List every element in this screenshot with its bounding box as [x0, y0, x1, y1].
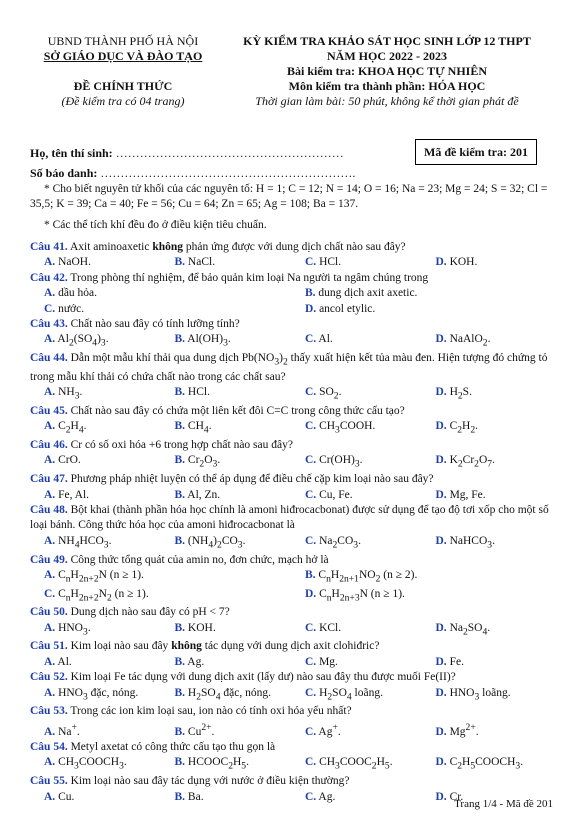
- option-letter: C.: [305, 420, 317, 433]
- option-text: $Cr(OH)_3$.: [316, 454, 363, 470]
- question-stem: [30, 670, 552, 685]
- option-letter: A.: [44, 725, 56, 738]
- answer-option: [30, 686, 161, 705]
- option-letter: B.: [174, 256, 186, 269]
- question-list: [30, 240, 552, 805]
- option-letter: A.: [44, 621, 56, 634]
- answer-option: [422, 488, 553, 503]
- question-stem: [30, 740, 552, 755]
- question-number: Câu 42.: [30, 271, 68, 284]
- question-text: Kim loại Fe tác dụng với dung dịch axit (lấy dư) nào sau đây thu được muối Fe(II)?: [67, 671, 456, 684]
- question-number: Câu 43.: [30, 318, 68, 331]
- answer-option: [422, 755, 553, 774]
- question-text: Axit aminoaxetic không phản ứng được với dung dịch chất nào sau đây?: [67, 241, 406, 253]
- option-letter: B.: [174, 756, 186, 769]
- option-letter: A.: [44, 386, 56, 399]
- question-stem: [30, 774, 552, 789]
- option-letter: A.: [44, 488, 56, 501]
- option-letter: D.: [435, 790, 447, 803]
- answer-option: [30, 568, 291, 587]
- question-number: Câu 49.: [30, 553, 68, 566]
- question-text: Bột khai (thành phần hóa học chính là amoni hiđrocacbonat) được sử dụng để tạo độ tơi xốp cho một số loại bánh. Công thức hóa học của amoni hiđrocacbonat là: [30, 503, 549, 532]
- option-letter: D.: [435, 725, 447, 738]
- answer-option: [161, 686, 292, 705]
- answer-option: [291, 790, 422, 805]
- option-text: Ag+.: [316, 721, 341, 738]
- question-number: Câu 47.: [30, 473, 68, 486]
- answer-option: [161, 419, 292, 438]
- question-item: [30, 404, 552, 438]
- option-text: $Al(OH)_3$.: [185, 333, 231, 349]
- option-text: HCl.: [316, 256, 342, 269]
- answer-options: [30, 655, 552, 670]
- question-number: Câu 54.: [30, 740, 68, 753]
- option-letter: D.: [305, 587, 317, 600]
- option-letter: B.: [174, 454, 186, 467]
- option-text: KOH.: [185, 621, 216, 634]
- option-text: $NH_3$.: [55, 386, 83, 402]
- question-item: [30, 553, 552, 606]
- answer-option: [291, 385, 422, 404]
- option-letter: C.: [305, 333, 317, 346]
- answer-options: [30, 453, 552, 472]
- option-text: $Al_2(SO_4)_3$.: [55, 333, 109, 349]
- option-letter: D.: [435, 621, 447, 634]
- answer-options: [30, 755, 552, 774]
- option-letter: D.: [435, 534, 447, 547]
- option-text: nước.: [55, 302, 85, 315]
- answer-option: [291, 255, 422, 270]
- subject-name: Môn kiểm tra thành phần: HÓA HỌC: [288, 79, 486, 93]
- option-text: $CH_3COOC_2H_5$.: [316, 756, 393, 772]
- option-text: KOH.: [446, 256, 478, 269]
- option-letter: B.: [174, 488, 186, 501]
- answer-option: [161, 720, 292, 740]
- question-item: [30, 438, 552, 472]
- option-text: $CH_4$.: [185, 420, 212, 436]
- header-left: [28, 34, 218, 109]
- answer-option: [291, 286, 552, 301]
- answer-option: [291, 686, 422, 705]
- question-stem: [30, 271, 552, 286]
- candidate-name-field: …………………………………………………: [115, 146, 344, 160]
- option-text: CrO.: [55, 454, 81, 467]
- option-text: $CH_3COOCH_3$.: [55, 756, 127, 772]
- option-letter: D.: [305, 302, 317, 315]
- answer-option: [422, 534, 553, 553]
- option-letter: B.: [174, 534, 186, 547]
- question-text: Chất nào sau đây có chứa một liên kết đôi C=C trong công thức cấu tạo?: [67, 404, 405, 417]
- option-text: Ag.: [316, 790, 336, 803]
- answer-option: [291, 568, 552, 587]
- question-stem: [30, 438, 552, 453]
- question-number: Câu 45.: [30, 404, 68, 417]
- question-stem: [30, 605, 552, 620]
- answer-option: [30, 255, 161, 270]
- option-letter: A.: [44, 568, 56, 581]
- answer-option: [422, 655, 553, 670]
- answer-option: [30, 332, 161, 351]
- option-letter: D.: [435, 256, 447, 269]
- option-text: $C_2H_2$.: [446, 420, 479, 436]
- answer-option: [291, 453, 422, 472]
- option-text: $Cu^{2+}$.: [185, 721, 215, 738]
- question-item: [30, 351, 552, 404]
- option-letter: C.: [44, 302, 56, 315]
- test-name: Bài kiểm tra: KHOA HỌC TỰ NHIÊN: [286, 64, 487, 78]
- option-text: NaCl.: [185, 256, 216, 269]
- option-letter: C.: [305, 256, 317, 269]
- question-text: Trong các ion kim loại sau, ion nào có tính oxi hóa yếu nhất?: [67, 705, 352, 718]
- answer-option: [422, 255, 553, 270]
- option-text: $C_2H_5COOCH_3$.: [446, 756, 524, 772]
- question-number: Câu 51.: [30, 640, 68, 653]
- option-text: $Cr_2O_3$.: [185, 454, 221, 470]
- answer-option: [161, 385, 292, 404]
- question-number: Câu 55.: [30, 775, 68, 788]
- option-text: dầu hỏa.: [55, 287, 98, 300]
- answer-option: [161, 655, 292, 670]
- option-letter: A.: [44, 256, 56, 269]
- option-letter: C.: [305, 790, 317, 803]
- answer-option: [422, 621, 553, 640]
- option-text: NaAlO$_2$.: [446, 333, 491, 349]
- option-text: $H_2SO_4$ loãng.: [316, 686, 383, 702]
- option-letter: B.: [174, 420, 186, 433]
- question-item: [30, 472, 552, 503]
- option-text: $C_nH_{2n+2}N$ (n ≥ 1).: [55, 568, 144, 585]
- question-text: Dẫn một mẫu khí thải qua dung dịch $Pb(NO_3)_2$ thấy xuất hiện kết tủa màu đen. Hiện tượng đó chứng tỏ trong mẫu khí thải có chứa chất nào trong các chất sau?: [30, 352, 548, 383]
- question-text: Phương pháp nhiệt luyện có thể áp dụng để điều chế cặp kim loại nào sau đây?: [67, 473, 434, 486]
- option-letter: D.: [435, 420, 447, 433]
- answer-options: [30, 720, 552, 740]
- question-item: [30, 670, 552, 704]
- option-letter: A.: [44, 534, 56, 547]
- option-text: HCl.: [185, 386, 210, 399]
- option-text: ancol etylic.: [316, 302, 376, 315]
- question-number: Câu 50.: [30, 606, 68, 619]
- option-letter: D.: [435, 386, 447, 399]
- question-stem: [30, 503, 552, 534]
- question-stem: [30, 553, 552, 568]
- answer-option: [291, 720, 422, 740]
- option-letter: C.: [305, 686, 317, 699]
- answer-option: [291, 488, 422, 503]
- option-text: $K_2Cr_2O_7$.: [446, 454, 495, 470]
- atomic-mass-note: * Cho biết nguyên tử khối của các nguyên tố: H = 1; C = 12; N = 14; O = 16; Na = 23; Mg = 24; S = 32; Cl = 35,5; K = 39; Ca = 40; Fe = 56; Cu = 64; Zn = 65; Ag = 108; Ba = 137.: [30, 183, 548, 210]
- option-letter: C.: [305, 655, 317, 668]
- answer-option: [30, 534, 161, 553]
- question-text: Kim loại nào sau đây tác dụng với nước ở điều kiện thường?: [67, 775, 350, 788]
- department-name: UBND THÀNH PHỐ HÀ NỘI: [47, 34, 199, 48]
- question-text: Công thức tổng quát của amin no, đơn chức, mạch hở là: [67, 553, 329, 566]
- option-text: $HNO_3$ loãng.: [446, 686, 511, 702]
- answer-options: [30, 419, 552, 438]
- option-text: dung dịch axit axetic.: [315, 287, 418, 300]
- option-text: Al.: [55, 655, 72, 668]
- answer-option: [291, 755, 422, 774]
- answer-option: [30, 286, 291, 301]
- question-text: Metyl axetat có công thức cấu tạo thu gọn là: [67, 740, 276, 753]
- answer-option: [30, 488, 161, 503]
- option-letter: D.: [435, 333, 447, 346]
- question-item: [30, 740, 552, 774]
- option-text: $Na_2CO_3$.: [316, 534, 361, 551]
- answer-options: [30, 488, 552, 503]
- answer-option: [30, 419, 161, 438]
- question-number: Câu 44.: [30, 352, 68, 365]
- answer-option: [291, 332, 422, 351]
- exam-code-box: Mã đề kiểm tra: 201: [415, 139, 537, 165]
- option-text: Cu, Fe.: [316, 488, 353, 501]
- option-letter: B.: [174, 386, 186, 399]
- answer-option: [30, 655, 161, 670]
- candidate-info: [30, 143, 355, 183]
- option-text: KCl.: [316, 621, 342, 634]
- option-text: $HNO_3$.: [55, 621, 91, 638]
- option-text: Ag.: [185, 655, 205, 668]
- option-letter: A.: [44, 420, 56, 433]
- exam-title: KỲ KIỂM TRA KHẢO SÁT HỌC SINH LỚP 12 THPT: [243, 34, 531, 48]
- question-text: Trong phòng thí nghiệm, để bảo quản kim loại Na người ta ngâm chúng trong: [67, 271, 429, 284]
- option-letter: D.: [435, 655, 447, 668]
- option-text: NaHCO$_3$.: [446, 534, 495, 551]
- answer-options: [30, 568, 552, 605]
- question-text: Cr có số oxi hóa +6 trong hợp chất nào sau đây?: [67, 439, 293, 452]
- option-text: $CH_3COOH$.: [316, 420, 376, 436]
- option-letter: A.: [44, 686, 56, 699]
- question-item: [30, 639, 552, 670]
- answer-option: [291, 419, 422, 438]
- answer-option: [422, 332, 553, 351]
- option-text: $NH_4HCO_3$.: [55, 534, 112, 551]
- candidate-name-label: Họ, tên thí sinh:: [30, 146, 113, 160]
- option-text: $C_nH_{2n+3}N$ (n ≥ 1).: [316, 587, 405, 603]
- answer-option: [422, 720, 553, 740]
- answer-option: [30, 755, 161, 774]
- answer-option: [30, 385, 161, 404]
- option-text: $Mg^{2+}$.: [446, 721, 479, 738]
- option-text: Na+.: [55, 721, 80, 738]
- answer-option: [161, 790, 292, 805]
- answer-option: [161, 534, 292, 553]
- question-item: [30, 704, 552, 740]
- time-limit: Thời gian làm bài: 50 phút, không kể thời gian phát đề: [255, 94, 519, 108]
- answer-option: [161, 332, 292, 351]
- option-text: $C_nH_{2n+2}N_2$ (n ≥ 1).: [55, 587, 149, 603]
- question-number: Câu 46.: [30, 439, 68, 452]
- answer-options: [30, 534, 552, 553]
- option-letter: D.: [435, 756, 447, 769]
- option-letter: B.: [174, 790, 186, 803]
- option-text: $C_nH_{2n+1}NO_2$ (n ≥ 2).: [315, 568, 418, 585]
- gas-volume-note: * Các thể tích khí đều đo ở điều kiện tiêu chuẩn.: [44, 219, 267, 231]
- option-text: Al, Zn.: [185, 488, 221, 501]
- option-text: Ba.: [185, 790, 204, 803]
- answer-option: [422, 453, 553, 472]
- option-letter: C.: [305, 488, 317, 501]
- question-item: [30, 605, 552, 639]
- option-letter: B.: [174, 621, 186, 634]
- question-item: [30, 503, 552, 553]
- candidate-id-field: ……………………………………………………….: [100, 166, 356, 180]
- page-count-note: (Đề kiểm tra có 04 trang): [61, 94, 185, 108]
- option-text: Fe.: [446, 655, 464, 668]
- answer-option: [291, 587, 552, 606]
- option-letter: C.: [305, 534, 317, 547]
- question-number: Câu 53.: [30, 705, 68, 718]
- answer-option: [30, 302, 291, 317]
- option-letter: B.: [174, 655, 186, 668]
- answer-options: [30, 286, 552, 317]
- question-stem: [30, 404, 552, 419]
- option-text: Fe, Al.: [55, 488, 90, 501]
- answer-option: [161, 255, 292, 270]
- option-letter: C.: [305, 621, 317, 634]
- option-letter: C.: [305, 386, 317, 399]
- candidate-id-label: Số báo danh:: [30, 166, 98, 180]
- answer-option: [291, 302, 552, 317]
- school-year: NĂM HỌC 2022 - 2023: [327, 49, 447, 63]
- answer-option: [30, 587, 291, 606]
- header-right: [222, 34, 552, 109]
- option-text: $HNO_3$ đặc, nóng.: [55, 686, 139, 702]
- answer-option: [422, 419, 553, 438]
- answer-option: [161, 621, 292, 640]
- answer-option: [422, 686, 553, 705]
- answer-options: [30, 255, 552, 270]
- option-letter: D.: [435, 454, 447, 467]
- option-text: $(NH_4)_2CO_3$.: [185, 534, 246, 551]
- option-letter: A.: [44, 287, 56, 300]
- question-number: Câu 48.: [30, 503, 68, 516]
- question-stem: [30, 472, 552, 487]
- question-stem: [30, 639, 552, 654]
- page-footer: Trang 1/4 - Mã đề 201: [454, 798, 553, 810]
- question-text: Kim loại nào sau đây không tác dụng với dung dịch axit clohiđric?: [67, 640, 380, 653]
- option-text: Cu.: [55, 790, 75, 803]
- option-text: $SO_2$.: [316, 386, 342, 402]
- option-letter: B.: [174, 686, 186, 699]
- question-item: [30, 271, 552, 317]
- answer-option: [30, 790, 161, 805]
- question-text: Chất nào sau đây có tính lưỡng tính?: [67, 318, 240, 331]
- option-letter: C.: [305, 454, 317, 467]
- official-label: ĐỀ CHÍNH THỨC: [73, 79, 173, 93]
- question-stem: [30, 704, 552, 719]
- answer-option: [161, 488, 292, 503]
- answer-option: [161, 755, 292, 774]
- option-letter: B.: [174, 333, 186, 346]
- option-text: Cr.: [446, 790, 464, 803]
- answer-option: [30, 720, 161, 740]
- option-letter: B.: [305, 568, 316, 581]
- answer-option: [291, 621, 422, 640]
- option-text: $H_2S$.: [446, 386, 472, 402]
- option-text: $Na_2SO_4$.: [446, 621, 491, 638]
- option-letter: A.: [44, 756, 56, 769]
- option-letter: A.: [44, 454, 56, 467]
- question-item: [30, 317, 552, 351]
- option-text: Al.: [316, 333, 333, 346]
- question-number: Câu 41.: [30, 241, 68, 253]
- option-letter: B.: [174, 725, 186, 738]
- option-text: $HCOOC_2H_5$.: [185, 756, 249, 772]
- answer-option: [291, 534, 422, 553]
- option-letter: D.: [435, 686, 447, 699]
- answer-options: [30, 385, 552, 404]
- option-text: Mg.: [316, 655, 338, 668]
- answer-options: [30, 686, 552, 705]
- answer-options: [30, 621, 552, 640]
- option-letter: C.: [305, 725, 317, 738]
- option-text: NaOH.: [55, 256, 91, 269]
- question-stem: [30, 240, 552, 255]
- question-text: Dung dịch nào sau đây có pH < 7?: [67, 606, 230, 619]
- answer-option: [30, 621, 161, 640]
- answer-option: [30, 453, 161, 472]
- option-letter: A.: [44, 655, 56, 668]
- option-letter: B.: [305, 287, 316, 300]
- option-letter: C.: [44, 587, 56, 600]
- answer-option: [422, 385, 553, 404]
- option-text: $C_2H_4$.: [55, 420, 87, 436]
- option-text: Mg, Fe.: [446, 488, 486, 501]
- option-letter: C.: [305, 756, 317, 769]
- answer-option: [161, 453, 292, 472]
- question-stem: [30, 351, 552, 385]
- question-stem: [30, 317, 552, 332]
- option-letter: D.: [435, 488, 447, 501]
- option-text: $H_2SO_4$ đặc, nóng.: [185, 686, 271, 702]
- school-department: SỞ GIÁO DỤC VÀ ĐÀO TẠO: [43, 49, 203, 63]
- answer-option: [291, 655, 422, 670]
- option-letter: A.: [44, 790, 56, 803]
- answer-options: [30, 332, 552, 351]
- question-number: Câu 52.: [30, 671, 68, 684]
- option-letter: A.: [44, 333, 56, 346]
- question-item: [30, 240, 552, 271]
